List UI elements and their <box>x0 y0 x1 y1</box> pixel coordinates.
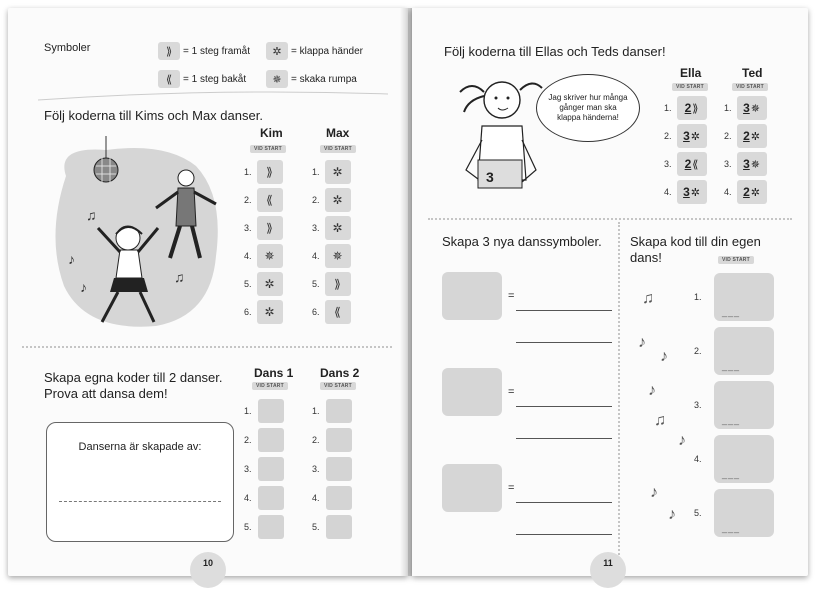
svg-text:♫: ♫ <box>86 207 97 223</box>
clap-hands-icon: ✲ <box>750 186 760 199</box>
step-forward-icon: ⟫ <box>158 42 180 60</box>
section-divider-curve <box>38 88 388 102</box>
sign-number: 3 <box>486 169 494 185</box>
column-divider <box>618 222 620 562</box>
repeat-count: 2 <box>743 185 750 199</box>
row-number: 5. <box>694 508 702 518</box>
music-note-icon: ♪ <box>650 484 658 501</box>
row-number: 4. <box>312 251 320 261</box>
dans2-row <box>312 425 352 454</box>
row-number: 5. <box>244 521 252 532</box>
empty-code-box[interactable] <box>258 399 284 423</box>
created-by-label: Danserna är skapade av: <box>78 441 202 453</box>
music-note-icon: ♪ <box>648 382 656 399</box>
ella-code-column <box>664 94 707 206</box>
row-number: 3. <box>664 159 672 169</box>
clap-hands-icon: ✲ <box>690 130 700 143</box>
repeat-count: 2 <box>743 129 750 143</box>
svg-text:♪: ♪ <box>80 279 87 295</box>
code-box <box>737 152 767 176</box>
page-number: 10 <box>190 552 226 588</box>
dancers-illustration <box>46 136 224 332</box>
dans2-row <box>312 396 352 425</box>
clap-hands-icon: ✲ <box>257 272 283 296</box>
shake-hips-icon: ✵ <box>325 244 351 268</box>
symbol-drawing-box[interactable] <box>442 272 502 320</box>
dans1-row <box>244 454 284 483</box>
kim-row <box>244 298 283 326</box>
code-box <box>677 96 707 120</box>
svg-text:♪: ♪ <box>68 251 75 267</box>
empty-code-box[interactable] <box>258 486 284 510</box>
step-back-icon: ⟪ <box>158 70 180 88</box>
code-box <box>737 180 767 204</box>
ella-row <box>664 94 707 122</box>
row-number: 5. <box>312 521 320 532</box>
own-code-row <box>694 270 774 324</box>
legend-text: = 1 steg framåt <box>183 45 250 57</box>
dans1-label: Dans 1 <box>254 366 294 380</box>
row-number: 3. <box>312 463 320 474</box>
step-back-icon: ⟪ <box>257 188 283 212</box>
empty-code-box[interactable] <box>326 399 352 423</box>
speech-bubble <box>536 74 640 142</box>
ted-row <box>724 122 767 150</box>
own-dance-code-column <box>694 270 774 540</box>
answer-line[interactable] <box>516 406 612 407</box>
dash-line: ___ <box>722 523 741 533</box>
repeat-count: 3 <box>683 129 690 143</box>
max-code-column <box>312 158 351 326</box>
vid-start-badge: VID START <box>672 83 708 91</box>
own-code-box[interactable] <box>714 489 774 537</box>
kim-row <box>244 270 283 298</box>
dans2-row <box>312 512 352 541</box>
ella-label: Ella <box>680 66 702 80</box>
kim-row <box>244 214 283 242</box>
legend-step-back <box>158 70 246 88</box>
dans1-row <box>244 396 284 425</box>
shake-hips-icon: ✵ <box>750 158 760 171</box>
symbols-heading: Symboler <box>44 42 91 54</box>
row-number: 1. <box>244 405 252 416</box>
vid-start-badge: VID START <box>320 382 356 390</box>
dans1-row <box>244 512 284 541</box>
row-number: 3. <box>312 223 320 233</box>
row-number: 2. <box>244 195 252 205</box>
repeat-count: 3 <box>743 157 750 171</box>
dans2-code-column <box>312 396 352 541</box>
task1-title: Följ koderna till Kims och Max danser. <box>44 108 263 123</box>
clap-hands-icon: ✲ <box>325 216 351 240</box>
legend-shake-hips <box>266 70 357 88</box>
ella-row <box>664 178 707 206</box>
dash-line: ___ <box>722 307 741 317</box>
answer-line[interactable] <box>516 438 612 439</box>
task5-title-line2: dans! <box>630 250 662 265</box>
row-number: 5. <box>312 279 320 289</box>
max-row <box>312 242 351 270</box>
max-label: Max <box>326 126 350 140</box>
step-forward-icon: ⟫ <box>325 272 351 296</box>
row-number: 4. <box>664 187 672 197</box>
shake-hips-icon: ✵ <box>257 244 283 268</box>
empty-code-box[interactable] <box>258 457 284 481</box>
empty-code-box[interactable] <box>326 515 352 539</box>
legend-clap-hands <box>266 42 363 60</box>
ted-label: Ted <box>742 66 763 80</box>
answer-line[interactable] <box>516 534 612 535</box>
clap-hands-icon: ✲ <box>325 160 351 184</box>
speech-text: Jag skriver hur många gånger man ska klappa händerna! <box>548 93 628 122</box>
music-note-icon: ♪ <box>678 432 686 449</box>
clap-hands-icon: ✲ <box>325 188 351 212</box>
row-number: 2. <box>724 131 732 141</box>
symbol-drawing-box[interactable] <box>442 464 502 512</box>
own-code-row <box>694 324 774 378</box>
step-back-icon: ⟪ <box>692 158 699 171</box>
code-box <box>677 124 707 148</box>
row-number: 5. <box>244 279 252 289</box>
clap-hands-icon: ✲ <box>266 42 288 60</box>
ted-row <box>724 150 767 178</box>
step-forward-icon: ⟫ <box>692 102 699 115</box>
symbol-drawing-box[interactable] <box>442 368 502 416</box>
music-note-icon: ♪ <box>660 348 668 365</box>
ted-row <box>724 94 767 122</box>
answer-line[interactable] <box>516 310 612 311</box>
code-box <box>737 96 767 120</box>
vid-start-badge: VID START <box>732 83 768 91</box>
empty-code-box[interactable] <box>326 486 352 510</box>
code-box <box>737 124 767 148</box>
row-number: 1. <box>312 167 320 177</box>
dash-line: ___ <box>722 415 741 425</box>
own-code-row <box>694 486 774 540</box>
row-number: 1. <box>244 167 252 177</box>
row-number: 1. <box>312 405 320 416</box>
left-page <box>8 8 408 576</box>
row-number: 2. <box>664 131 672 141</box>
empty-code-box[interactable] <box>258 428 284 452</box>
kim-code-column <box>244 158 283 326</box>
row-number: 2. <box>244 434 252 445</box>
code-box <box>677 152 707 176</box>
row-number: 2. <box>312 195 320 205</box>
dans2-row <box>312 483 352 512</box>
dans2-row <box>312 454 352 483</box>
dans2-label: Dans 2 <box>320 366 360 380</box>
name-line[interactable] <box>59 501 221 502</box>
girl-illustration <box>452 70 548 200</box>
row-number: 6. <box>312 307 320 317</box>
answer-line[interactable] <box>516 502 612 503</box>
own-code-box[interactable] <box>714 273 774 321</box>
max-row <box>312 214 351 242</box>
own-code-row <box>694 432 774 486</box>
book-spread <box>8 8 826 583</box>
page-number: 11 <box>590 552 626 588</box>
music-note-icon: ♪ <box>638 334 646 351</box>
row-number: 1. <box>694 292 702 302</box>
step-forward-icon: ⟫ <box>257 160 283 184</box>
row-number: 4. <box>694 454 702 464</box>
answer-line[interactable] <box>516 342 612 343</box>
own-code-box[interactable] <box>714 435 774 483</box>
row-number: 4. <box>244 492 252 503</box>
dans1-row <box>244 483 284 512</box>
legend-text: = 1 steg bakåt <box>183 73 247 85</box>
row-number: 3. <box>724 159 732 169</box>
kim-row <box>244 186 283 214</box>
created-by-box <box>46 422 234 542</box>
equals-sign: = <box>508 482 515 494</box>
ted-row <box>724 178 767 206</box>
step-back-icon: ⟪ <box>325 300 351 324</box>
repeat-count: 3 <box>743 101 750 115</box>
vid-start-badge: VID START <box>250 145 286 153</box>
equals-sign: = <box>508 290 515 302</box>
own-code-box[interactable] <box>714 327 774 375</box>
max-row <box>312 270 351 298</box>
clap-hands-icon: ✲ <box>690 186 700 199</box>
step-forward-icon: ⟫ <box>257 216 283 240</box>
row-number: 4. <box>244 251 252 261</box>
repeat-count: 3 <box>683 185 690 199</box>
row-number: 6. <box>244 307 252 317</box>
own-code-box[interactable] <box>714 381 774 429</box>
row-number: 1. <box>724 103 732 113</box>
max-row <box>312 158 351 186</box>
row-number: 2. <box>694 346 702 356</box>
clap-hands-icon: ✲ <box>257 300 283 324</box>
dash-line: ___ <box>722 361 741 371</box>
vid-start-badge: VID START <box>320 145 356 153</box>
task2-title-line2: Prova att dansa dem! <box>44 386 168 401</box>
repeat-count: 2 <box>684 101 692 115</box>
row-number: 3. <box>694 400 702 410</box>
legend-text: = skaka rumpa <box>291 73 357 85</box>
empty-code-box[interactable] <box>326 457 352 481</box>
kim-row <box>244 158 283 186</box>
svg-text:♫: ♫ <box>174 269 185 285</box>
section-divider <box>22 346 392 348</box>
task5-title-line1: Skapa kod till din egen <box>630 234 761 249</box>
legend-text: = klappa händer <box>291 45 364 57</box>
ella-row <box>664 122 707 150</box>
code-box <box>677 180 707 204</box>
row-number: 4. <box>724 187 732 197</box>
own-code-row <box>694 378 774 432</box>
vid-start-badge: VID START <box>718 256 754 264</box>
max-row <box>312 298 351 326</box>
equals-sign: = <box>508 386 515 398</box>
shake-hips-icon: ✵ <box>266 70 288 88</box>
ella-row <box>664 150 707 178</box>
task2-title-line1: Skapa egna koder till 2 danser. <box>44 370 223 385</box>
kim-label: Kim <box>260 126 283 140</box>
vid-start-badge: VID START <box>252 382 288 390</box>
clap-hands-icon: ✲ <box>750 130 760 143</box>
empty-code-box[interactable] <box>258 515 284 539</box>
row-number: 3. <box>244 223 252 233</box>
legend-step-forward <box>158 42 250 60</box>
row-number: 4. <box>312 492 320 503</box>
row-number: 1. <box>664 103 672 113</box>
music-note-icon: ♫ <box>642 290 654 307</box>
task3-title: Följ koderna till Ellas och Teds danser! <box>444 44 666 59</box>
dans1-row <box>244 425 284 454</box>
max-row <box>312 186 351 214</box>
dans1-code-column <box>244 396 284 541</box>
ted-code-column <box>724 94 767 206</box>
section-divider <box>428 218 792 220</box>
row-number: 2. <box>312 434 320 445</box>
music-note-icon: ♪ <box>668 506 676 523</box>
row-number: 3. <box>244 463 252 474</box>
right-page <box>412 8 808 576</box>
music-note-icon: ♫ <box>654 412 666 429</box>
dash-line: ___ <box>722 469 741 479</box>
empty-code-box[interactable] <box>326 428 352 452</box>
task4-title: Skapa 3 nya danssymboler. <box>442 234 602 249</box>
repeat-count: 2 <box>684 157 692 171</box>
shake-hips-icon: ✵ <box>750 102 760 115</box>
kim-row <box>244 242 283 270</box>
